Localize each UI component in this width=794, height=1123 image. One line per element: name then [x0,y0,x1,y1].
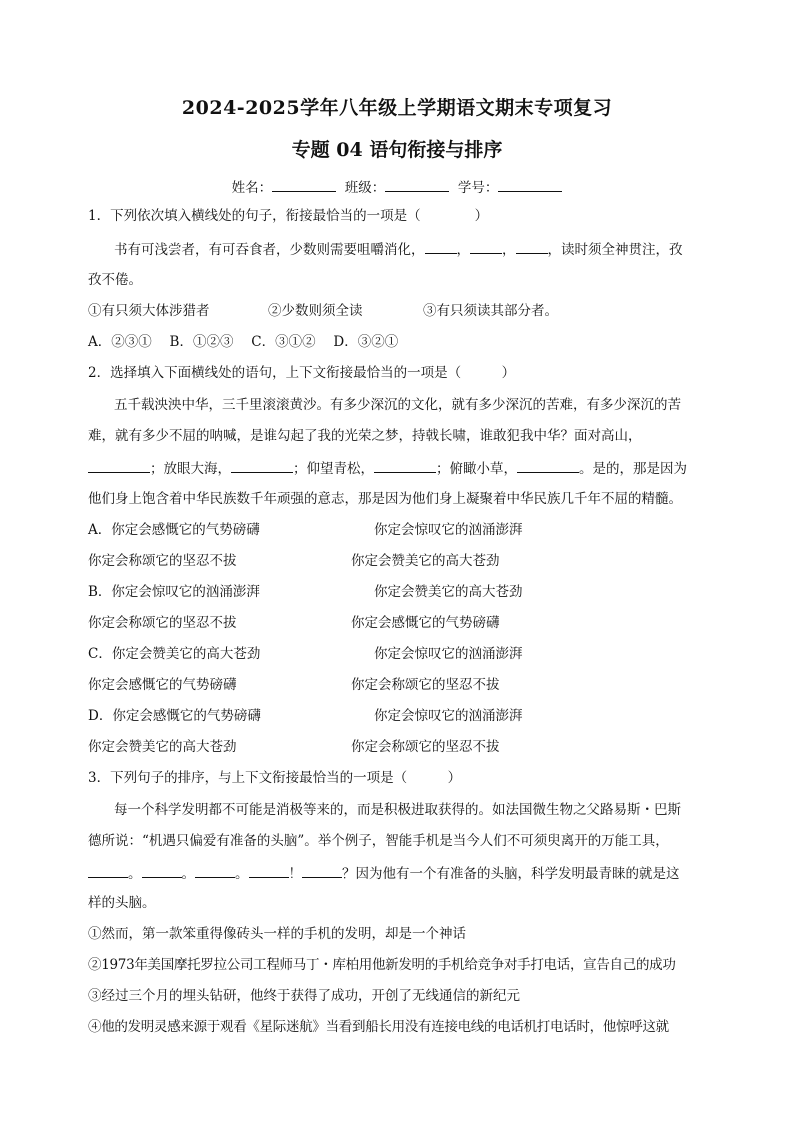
q3-passage-line2: 德所说：“机遇只偏爱有准备的头脑”。举个例子，智能手机是当今人们不可须臾离开的万能工具， [88,833,669,849]
q1-option-3: ③有只须读其部分者。 [423,303,558,319]
q2-blank-4[interactable] [517,458,579,473]
q2-passage-line2: 难，就有多少不屈的呐喊，是谁勾起了我的光荣之梦，持戟长啸，谁敢犯我中华？面对高山， [88,428,642,444]
q2-option-d-2: 你定会惊叹它的汹涌澎湃 [374,708,523,724]
q3-passage-tail: ？因为他有一个有准备的头脑，科学发明最青睐的就是这 [342,866,680,882]
q1-blank-3[interactable] [516,239,548,254]
q3-sentence-2: ②1973年美国摩托罗拉公司工程师马丁・库柏用他新发明的手机给竞争对手打电话，宣告自己的成功 [88,957,676,973]
q2-option-c-2: 你定会惊叹它的汹涌澎湃 [374,646,523,662]
q2-option-b-3: 你定会称颂它的坚忍不拔 [88,615,237,631]
name-blank[interactable] [272,177,336,192]
q2-option-a-1[interactable]: A．你定会感慨它的气势磅礴 [88,522,260,538]
document-subtitle: 专题 04 语句衔接与排序 [291,139,503,161]
q2-passage-line1: 五千载泱泱中华，三千里滚滚黄沙。有多少深沉的文化，就有多少深沉的苦难，有多少深沉的苦 [114,397,681,413]
q1-passage-line2: 孜不倦。 [88,272,142,288]
q2-seg-b: ；仰望青松， [293,461,374,477]
q1-blank-1[interactable] [425,239,457,254]
q3-dot-2: 。 [181,866,195,882]
q2-option-a-3: 你定会称颂它的坚忍不拔 [88,553,237,569]
id-blank[interactable] [498,177,562,192]
q1-sep-2: ， [502,242,516,258]
q1-passage-text: 书有可浅尝者，有可吞食者，少数则需要咀嚼消化， [114,242,425,258]
q1-passage-line1 [114,239,683,259]
q3-passage-line3 [88,863,680,883]
student-info-line [0,176,794,196]
q3-blank-5[interactable] [302,863,342,878]
q2-blank-1[interactable] [88,458,150,473]
q3-sentence-3: ③经过三个月的埋头钻研，他终于获得了成功，开创了无线通信的新纪元 [88,988,520,1004]
q2-option-a-4: 你定会赞美它的高大苍劲 [351,553,500,569]
q1-option-2: ②少数则须全读 [268,303,363,319]
q2-option-d-4: 你定会称颂它的坚忍不拔 [351,739,500,755]
q2-option-a-2: 你定会惊叹它的汹涌澎湃 [374,522,523,538]
q1-option-1: ①有只须大体涉猎者 [88,303,210,319]
q2-option-b-1[interactable]: B．你定会惊叹它的汹涌澎湃 [88,584,260,600]
q2-passage-line4: 他们身上饱含着中华民族数千年顽强的意志，那是因为他们身上凝聚着中华民族几千年不屈的精髓。 [88,491,682,507]
q1-choices[interactable]: A．②③① B．①②③ C．③①② D．③②① [88,334,399,350]
q3-passage-line1: 每一个科学发明都不可能是消极等来的，而是积极进取获得的。如法国微生物之父路易斯・巴斯 [114,802,681,818]
q2-seg-d: 。是的，那是因为 [579,461,687,477]
class-label: 班级： [344,180,386,196]
q2-blank-3[interactable] [374,458,436,473]
q2-option-b-2: 你定会赞美它的高大苍劲 [374,584,523,600]
q2-option-c-1[interactable]: C．你定会赞美它的高大苍劲 [88,646,261,662]
q2-option-c-4: 你定会称颂它的坚忍不拔 [351,677,500,693]
q3-dot-1: 。 [128,866,142,882]
name-label: 姓名： [231,180,273,196]
q2-seg-a: ；放眼大海， [150,461,231,477]
id-label: 学号： [457,180,499,196]
q2-option-d-3: 你定会赞美它的高大苍劲 [88,739,237,755]
q2-option-c-3: 你定会感慨它的气势磅礴 [88,677,237,693]
q1-sep-1: ， [456,242,470,258]
class-blank[interactable] [385,177,449,192]
q2-stem: 2．选择填入下面横线处的语句，上下文衔接最恰当的一项是（ ） [88,365,516,381]
q3-blank-3[interactable] [195,863,235,878]
q2-passage-line3 [88,458,687,478]
q3-sentence-4: ④他的发明灵感来源于观看《星际迷航》当看到船长用没有连接电线的电话机打电话时，他惊呼这就 [88,1019,669,1035]
q2-option-b-4: 你定会感慨它的气势磅礴 [351,615,500,631]
q3-blank-1[interactable] [88,863,128,878]
q2-seg-c: ；俯瞰小草， [436,461,517,477]
q1-blank-2[interactable] [470,239,502,254]
q3-excl: ！ [288,866,302,882]
q2-blank-2[interactable] [231,458,293,473]
q3-blank-2[interactable] [142,863,182,878]
q3-blank-4[interactable] [249,863,289,878]
q3-sentence-1: ①然而，第一款笨重得像砖头一样的手机的发明，却是一个神话 [88,926,466,942]
q3-stem: 3．下列句子的排序，与上下文衔接最恰当的一项是（ ） [88,770,462,786]
q3-passage-line4: 样的头脑。 [88,895,156,911]
document-title: 2024-2025学年八年级上学期语文期末专项复习 [181,97,613,119]
q3-dot-3: 。 [235,866,249,882]
q1-passage-tail: ，读时须全神贯注，孜 [547,242,683,258]
q1-stem: 1．下列依次填入横线处的句子，衔接最恰当的一项是（ ） [88,208,489,224]
q2-option-d-1[interactable]: D．你定会感慨它的气势磅礴 [88,708,261,724]
